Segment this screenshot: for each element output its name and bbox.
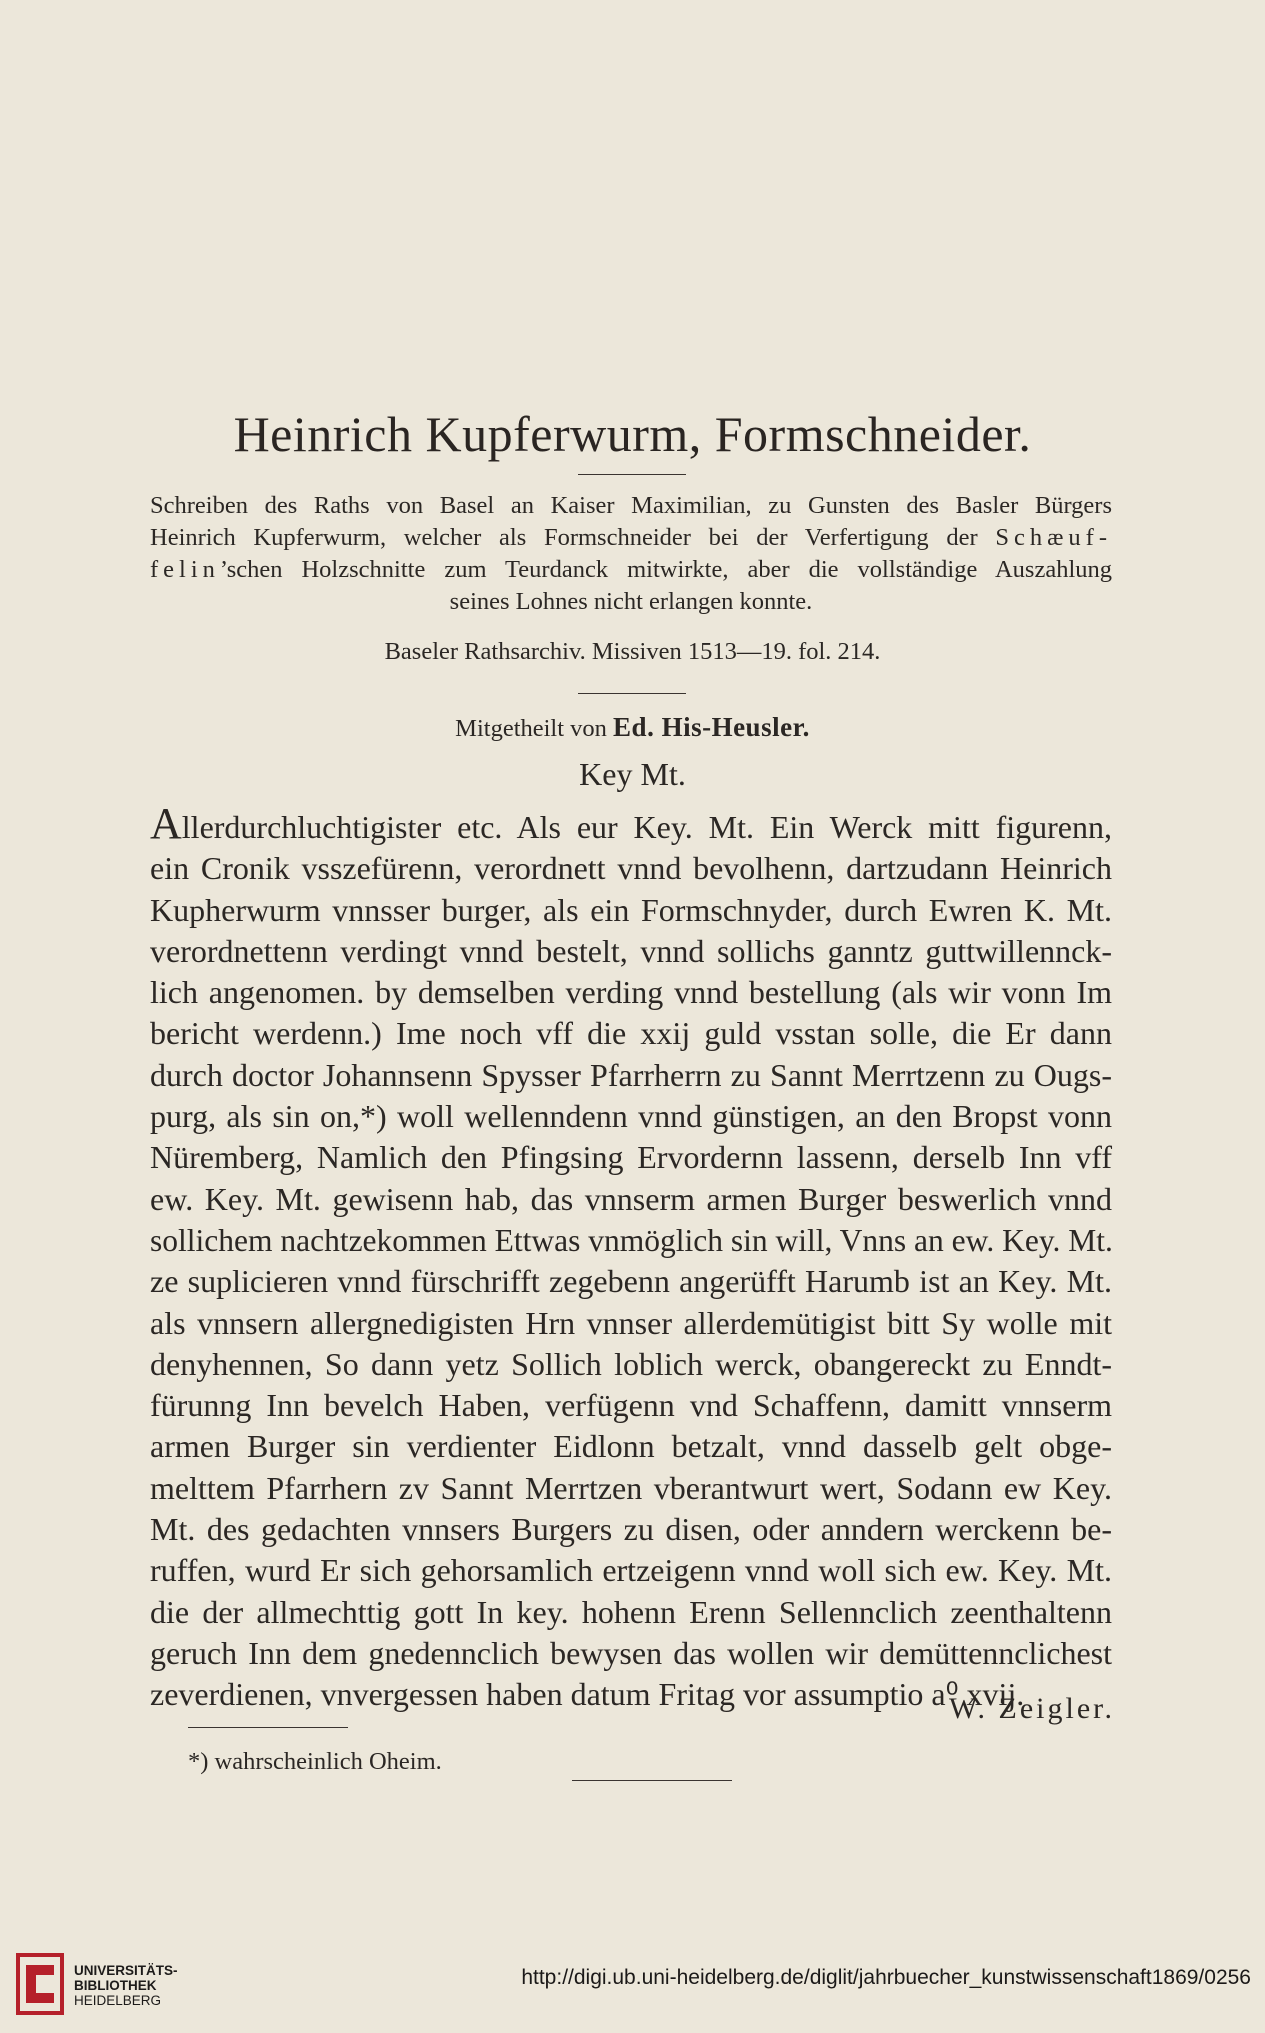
library-logo-icon	[16, 1953, 64, 2015]
end-rule	[572, 1780, 732, 1781]
summary-line-2: Heinrich Kupferwurm, welcher als Formschneider bei der Verfertigung der Schæuf-	[150, 524, 1113, 551]
author-name: Ed. His-Heusler.	[613, 712, 810, 742]
letter-line: geruch Inn dem gnedennclich bewysen das wollen wir demüttennclichest	[150, 1634, 1112, 1671]
letter-line: ew. Key. Mt. gewisenn hab, das vnnserm armen Burger beswerlich vnnd	[150, 1180, 1112, 1217]
letter-line: bericht werdenn.) Ime noch vff die xxij guld vsstan solle, die Er dann	[150, 1015, 1112, 1052]
letter-line: sollichem nachtzekommen Ettwas vnmöglich sin will, Vnns an ew. Key. Mt.	[150, 1222, 1113, 1258]
letter-line: Allerdurchluchtigister etc. Als eur Key. Mt. Ein Werck mitt figurenn,	[150, 799, 1112, 848]
footnote: *) wahrscheinlich Oheim.	[188, 1748, 442, 1775]
article-summary	[150, 490, 1112, 618]
article-title: Heinrich Kupferwurm, Formschneider.	[233, 406, 1032, 462]
letter-line: lich angenomen. by demselben verding vnnd bestellung (als wir vonn Im	[150, 974, 1112, 1011]
letter-line: fürunng Inn bevelch Haben, verfügenn vnd Schaffenn, damitt vnnserm	[150, 1387, 1112, 1424]
letter-line: ze suplicieren vnnd fürschrifft zegebenn angerüfft Harumb ist an Key. Mt.	[150, 1263, 1112, 1300]
letter-line: verordnettenn verdingt vnnd bestelt, vnnd sollichs ganntz guttwillennck-	[150, 932, 1112, 969]
letter-line: ruffen, wurd Er sich gehorsamlich ertzeigenn vnnd woll sich ew. Key. Mt.	[150, 1552, 1112, 1589]
title-rule	[578, 474, 686, 475]
letter-line: als vnnsern allergnedigisten Hrn vnnser allerdemütigist bitt Sy wolle mit	[150, 1304, 1112, 1341]
library-name: UNIVERSITÄTS- BIBLIOTHEK HEIDELBERG	[74, 1963, 178, 2008]
summary-line-3: felin’schen Holzschnitte zum Teurdanck mitwirkte, aber die vollständige Auszahlung	[150, 556, 1112, 583]
footnote-rule	[188, 1727, 348, 1728]
archive-source: Baseler Rathsarchiv. Missiven 1513—19. fol. 214.	[384, 638, 881, 665]
letter-line: ein Cronik vsszefürenn, verordnett vnnd bevolhenn, dartzudann Heinrich	[150, 850, 1112, 887]
source-url[interactable]: http://digi.ub.uni-heidelberg.de/diglit/jahrbuecher_kunstwissenschaft1869/0256	[521, 1966, 1251, 1989]
letter-body	[150, 799, 1113, 1716]
letter-line: purg, als sin on,*) woll wellenndenn vnnd günstigen, an den Bropst vonn	[150, 1098, 1112, 1135]
letter-line: Mt. des gedachten vnnsers Burgers zu disen, oder anndern werckenn be-	[150, 1511, 1112, 1548]
source-rule	[578, 693, 686, 694]
letter-line: melttem Pfarrhern zv Sannt Merrtzen vberantwurt wert, Sodann ew Key.	[150, 1469, 1112, 1506]
signature: W. Zeigler.	[948, 1692, 1115, 1725]
letter-line: armen Burger sin verdienter Eidlonn betzalt, vnnd dasselb gelt obge-	[150, 1428, 1112, 1465]
summary-line-1: Schreiben des Raths von Basel an Kaiser Maximilian, zu Gunsten des Basler Bürgers	[150, 492, 1112, 519]
letter-line: Nüremberg, Namlich den Pfingsing Ervordernn lassenn, derselb Inn vff	[150, 1139, 1112, 1176]
letter-line: Kupherwurm vnnsser burger, als ein Formschnyder, durch Ewren K. Mt.	[150, 891, 1112, 928]
letter-line-last: zeverdienen, vnvergessen haben datum Fritag vor assumptio a⁰ xvij.	[150, 1676, 1025, 1713]
summary-line-4: seines Lohnes nicht erlangen konnte.	[449, 588, 813, 615]
drop-cap: A	[150, 799, 182, 848]
letter-line: denyhennen, So dann yetz Sollich loblich werck, obangereckt zu Enndt-	[150, 1345, 1112, 1382]
communicated-by: Mitgetheilt von Ed. His-Heusler.	[455, 712, 810, 742]
letter-line: die der allmechttig gott In key. hohenn Erenn Sellennclich zeenthaltenn	[150, 1593, 1112, 1630]
letter-salutation: Key Mt.	[579, 756, 686, 792]
letter-line: durch doctor Johannsenn Spysser Pfarrherrn zu Sannt Merrtzenn zu Ougs-	[150, 1056, 1112, 1093]
